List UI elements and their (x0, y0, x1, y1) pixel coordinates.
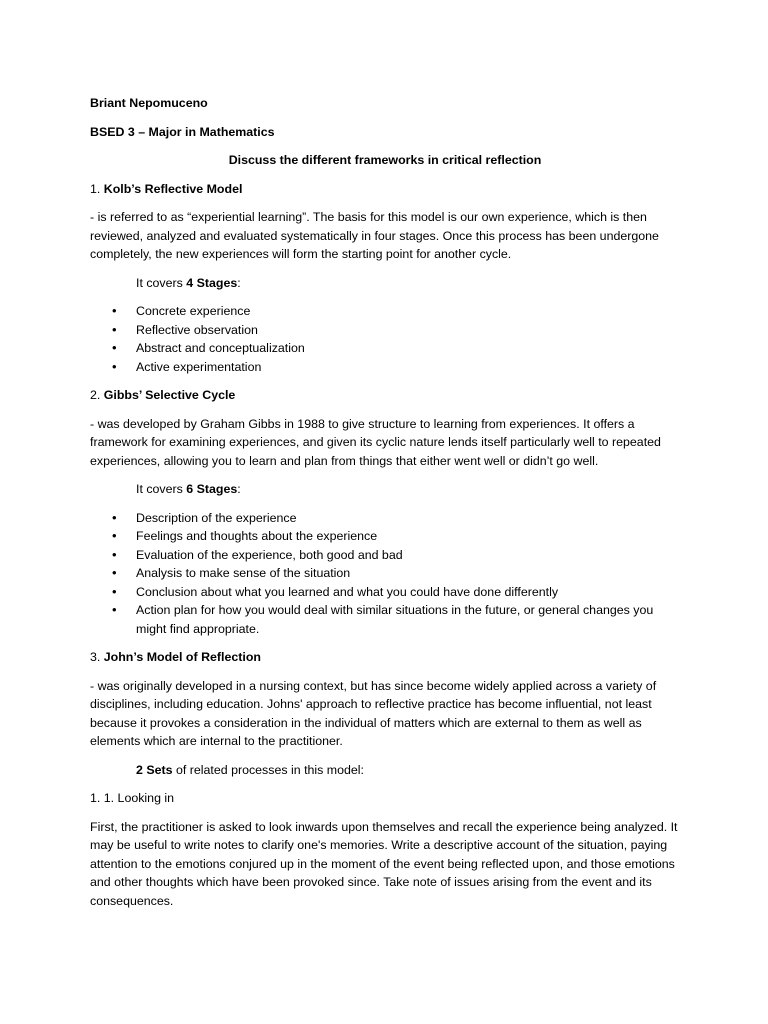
section-title: John’s Model of Reflection (103, 650, 261, 664)
course-line: BSED 3 – Major in Mathematics (90, 124, 275, 139)
list-item: • Reflective observation (90, 321, 680, 340)
section-heading-gibbs (90, 386, 680, 405)
stage-list (90, 509, 680, 639)
stage-list (90, 302, 680, 376)
section-number: 2. (90, 388, 104, 402)
list-item: • Action plan for how you would deal with similar situations in the future, or general changes you might find appropriate. (90, 601, 680, 638)
section-number: 3. (90, 650, 104, 664)
list-item: • Evaluation of the experience, both good and bad (90, 546, 680, 565)
section-body: - is referred to as “experiential learning”. The basis for this model is our own experience, which is then reviewed, analyzed and evaluated systematically in four stages. Once this process has been undergone completely, the new experiences will form the starting point for another cycle. (90, 210, 659, 261)
section-number: 1. (90, 181, 104, 196)
list-item: • Abstract and conceptualization (90, 339, 680, 358)
covers-line: It covers 6 Stages: (136, 482, 241, 496)
document-title: Discuss the different frameworks in critical reflection (228, 153, 542, 167)
list-item: • Analysis to make sense of the situation (90, 564, 680, 583)
author-name: Briant Nepomuceno (90, 96, 208, 110)
section-heading-kolb (90, 180, 680, 199)
list-item: • Feelings and thoughts about the experience (90, 527, 680, 546)
covers-line: 2 Sets of related processes in this model: (136, 762, 364, 777)
section-title: Gibbs’ Selective Cycle (103, 388, 236, 402)
list-item: • Description of the experience (90, 509, 680, 528)
section-body: - was developed by Graham Gibbs in 1988 to give structure to learning from experiences. It offers a framework for examining experiences, and given its cyclic nature lends itself particularly well to repeated experiences, allowing you to learn and plan from things that either went well or didn’t go well. (90, 416, 661, 468)
covers-line: It covers 4 Stages: (136, 275, 241, 290)
section-heading-johns (90, 648, 680, 667)
sub-body: First, the practitioner is asked to look inwards upon themselves and recall the experience being analyzed. It may be useful to write notes to clarify one's memories. Write a descriptive account of the situation, paying attention to the emotions conjured up in the moment of the event being reflected upon, and those emotions and other thoughts which have been provoked since. Take note of issues arising from the event and its consequences. (90, 819, 678, 908)
list-item: • Concrete experience (90, 302, 680, 321)
list-item: • Active experimentation (90, 358, 680, 377)
list-item: • Conclusion about what you learned and what you could have done differently (90, 583, 680, 602)
section-body: - was originally developed in a nursing context, but has since become widely applied across a variety of disciplines, including education. Johns' approach to reflective practice has become influential, not least because it provokes a consideration in the individual of matters which are external to them as well as elements which are internal to the practitioner. (90, 678, 657, 748)
section-title: Kolb’s Reflective Model (103, 181, 243, 196)
sub-heading: 1. 1. Looking in (90, 791, 175, 805)
